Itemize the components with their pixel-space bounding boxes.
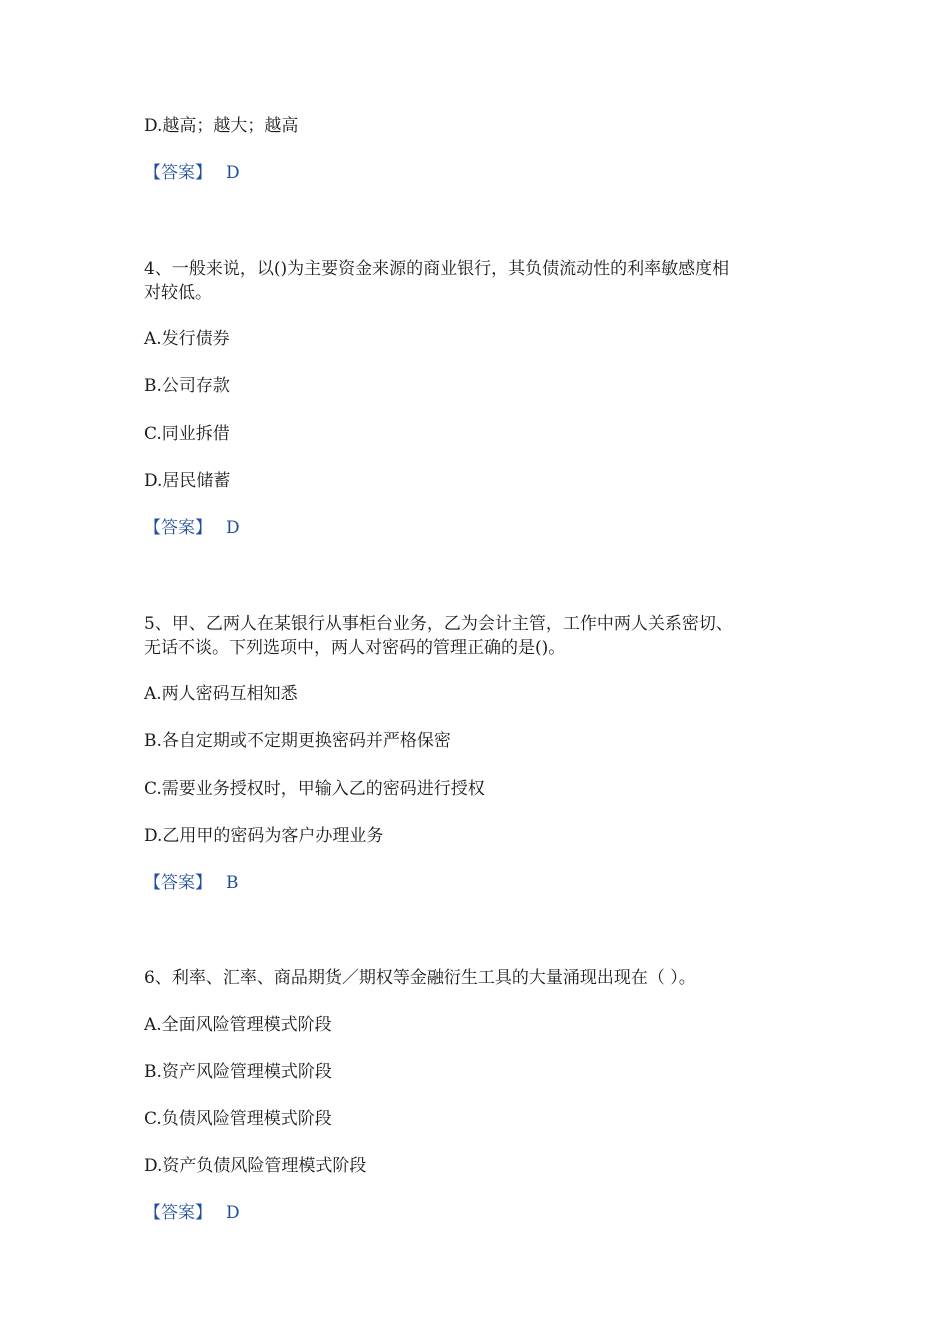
q5-option-d: D.乙用甲的密码为客户办理业务: [144, 826, 384, 846]
q4-option-c: C.同业拆借: [144, 424, 230, 444]
answer-value: D: [226, 163, 240, 183]
q3-answer: [144, 162, 240, 184]
q6-option-d: D.资产负债风险管理模式阶段: [144, 1156, 367, 1176]
q4-option-a: A.发行债券: [144, 329, 230, 349]
q5-option-a: A.两人密码互相知悉: [144, 684, 298, 704]
q4-answer: [144, 517, 240, 539]
q4-stem-line-1: 4、一般来说，以()为主要资金来源的商业银行，其负债流动性的利率敏感度相: [144, 259, 730, 279]
q6-option-b: B.资产风险管理模式阶段: [144, 1062, 332, 1082]
q4-option-d: D.居民储蓄: [144, 471, 231, 491]
answer-label: 【答案】: [144, 163, 212, 183]
q3-option-d: D.越高；越大；越高: [144, 116, 299, 136]
q6-answer: [144, 1202, 240, 1224]
answer-value: D: [226, 518, 240, 538]
q5-stem-line-2: 无话不谈。下列选项中，两人对密码的管理正确的是()。: [144, 638, 566, 658]
answer-label: 【答案】: [144, 518, 212, 538]
q6-stem-line-1: 6、利率、汇率、商品期货／期权等金融衍生工具的大量涌现出现在（ ）。: [144, 968, 696, 988]
q4-option-b: B.公司存款: [144, 376, 230, 396]
answer-value: B: [226, 873, 239, 893]
answer-label: 【答案】: [144, 873, 212, 893]
q6-option-c: C.负债风险管理模式阶段: [144, 1109, 332, 1129]
answer-value: D: [226, 1203, 240, 1223]
q6-option-a: A.全面风险管理模式阶段: [144, 1015, 332, 1035]
q4-stem-line-2: 对较低。: [144, 283, 212, 303]
q5-answer: [144, 872, 239, 894]
answer-label: 【答案】: [144, 1203, 212, 1223]
q5-stem-line-1: 5、甲、乙两人在某银行从事柜台业务，乙为会计主管，工作中两人关系密切、: [144, 614, 733, 634]
q5-option-c: C.需要业务授权时，甲输入乙的密码进行授权: [144, 779, 485, 799]
q5-option-b: B.各自定期或不定期更换密码并严格保密: [144, 731, 451, 751]
